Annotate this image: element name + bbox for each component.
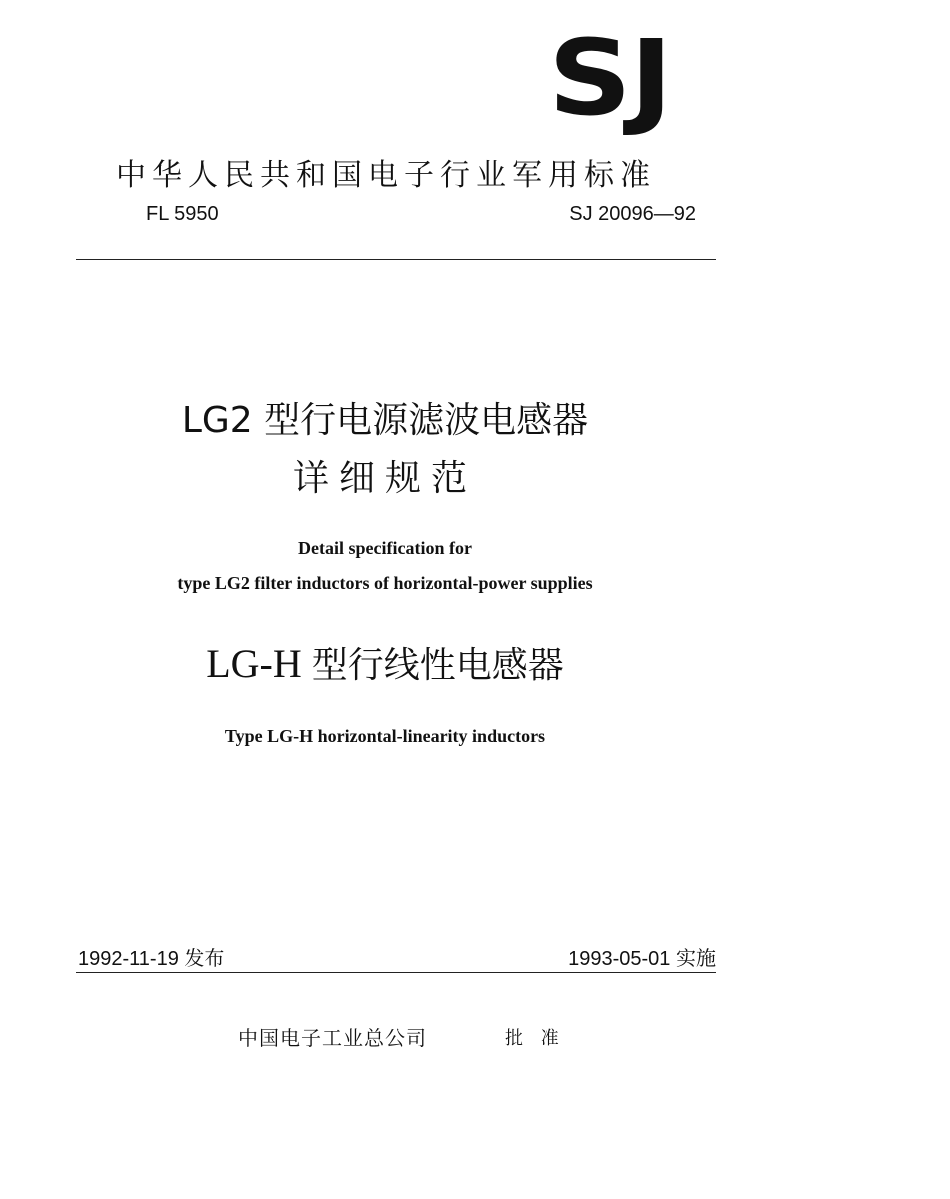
second-title-prefix: LG-H [206,641,302,686]
header-divider [76,259,716,260]
sj-logo: SJ [548,17,671,139]
title-en-line1: Detail specification for [298,538,472,558]
standard-name: 中华人民共和国电子行业军用标准 [116,158,656,193]
title-cn-line2: 详细规范 [292,458,477,499]
second-title [60,637,710,688]
second-title-en: Type LG-H horizontal-linearity inductors [224,726,546,746]
title-cn-line1: LG2 型行电源滤波电感器 [181,400,589,441]
classification-code: FL 5950 [146,203,219,225]
approver-name: 中国电子工业总公司 [238,1026,427,1050]
title-en-line2: type LG2 filter inductors of horizontal-power supplies [177,573,593,593]
approval-label: 批 准 [505,1028,565,1049]
effective-date: 1993-05-01 实施 [568,948,716,970]
issue-date: 1992-11-19 发布 [78,948,225,970]
footer-divider [76,972,716,973]
second-title-cn: 型行线性电感器 [311,645,564,686]
standard-number: SJ 20096—92 [569,203,696,225]
